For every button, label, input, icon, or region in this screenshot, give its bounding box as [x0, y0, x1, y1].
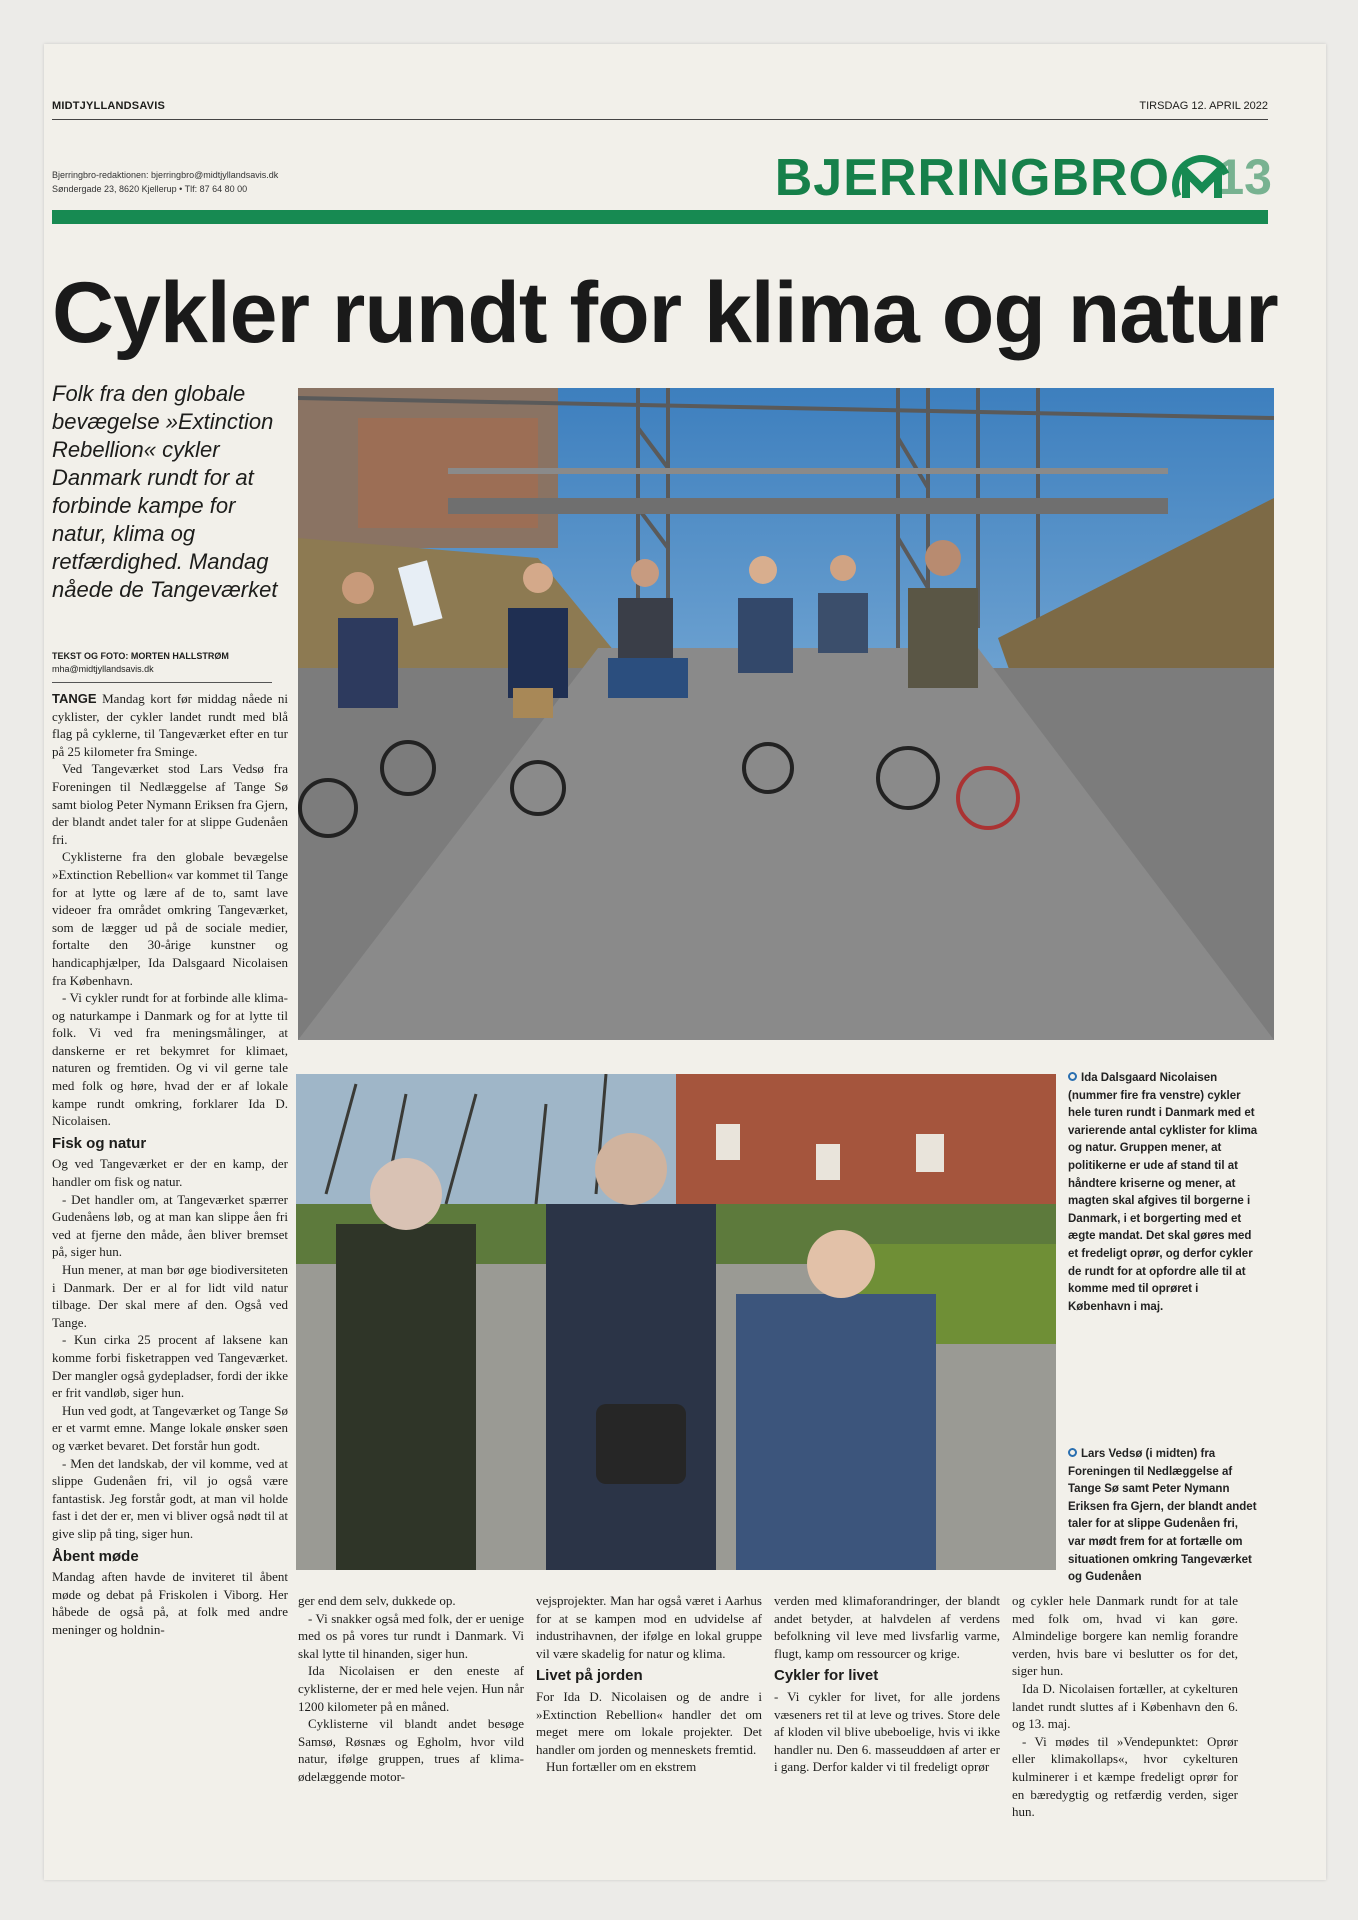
byline-credit: TEKST OG FOTO: MORTEN HALLSTRØM [52, 651, 229, 661]
byline [52, 650, 272, 676]
photo-caption-people [1068, 1446, 1258, 1587]
col2-p2: - Vi snakker også med folk, der er uenige med os på vores tur rundt i Danmark. Vi skal lytte til hinanden, siger hun. [298, 1610, 524, 1661]
masthead-divider [52, 119, 1268, 120]
col1-p11: Mandag aften havde de inviteret til åbent møde og debat på Friskolen i Viborg. Her håbede de også på, at folk med andre meninger og holdnin- [52, 1569, 288, 1637]
photo-caption-group [1068, 1070, 1258, 1316]
newspaper-page [44, 44, 1326, 1880]
article-column-1 [52, 690, 288, 1638]
person-right [736, 1294, 936, 1570]
caption-bullet-icon [1068, 1072, 1077, 1081]
col1-p1: Mandag kort før middag nåede ni cyklister, der cykler landet rundt med blå flag på cyklerne, til Tangeværket efter en tur på 25 kilometer fra Sminge. [52, 691, 288, 759]
subhead-aabent-moede: Åbent møde [52, 1547, 139, 1565]
caption-text-people: Lars Vedsø (i midten) fra Foreningen til Nedlæggelse af Tange Sø samt Peter Nymann Eriksen fra Gjern, der blandt andet taler for at slippe Gudenåen fri, var mødt frem for at fortælle om situationen omkring Tangeværket og Gudenåen [1068, 1448, 1257, 1584]
section-title: BJERRINGBRO [774, 149, 1170, 207]
person-left [336, 1224, 476, 1570]
col3-p3: Hun fortæller om en ekstrem [546, 1759, 697, 1775]
byline-divider [52, 682, 272, 683]
col1-p6: - Det handler om, at Tangeværket spærrer Gudenåens løb, og at man kan slippe åen fri ved at fjerne den måde, åen bliver bremset på, siger hun. [52, 1191, 288, 1260]
col5-p3: - Vi mødes til »Vendepunktet: Oprør eller klimakollaps«, hvor cykelturen kulminerer i et kæmpe fredeligt oprør for en bæredygtig og retfærdig verden, siger hun. [1012, 1733, 1238, 1820]
article-lead: Folk fra den globale bevægelse »Extinction Rebellion« cykler Danmark rundt for at forbinde kampe for natur, klima og retfærdighed. Mandag nåede de Tangeværket [52, 381, 278, 602]
subhead-livet-paa-jorden: Livet på jorden [536, 1667, 643, 1685]
col2-p4: Cyklisterne vil blandt andet besøge Samsø, Røsnæs og Egholm, hvor vild natur, ifølge gruppen, trues af klima-ødelæggende motor- [298, 1716, 524, 1784]
photo-portrait-image [296, 1074, 1056, 1570]
article-column-5 [1012, 1592, 1238, 1821]
paper-name: MIDTJYLLANDSAVIS [52, 100, 166, 112]
photo-portrait [296, 1074, 1056, 1570]
col5-p2: Ida D. Nicolaisen fortæller, at cykelturen landet rundt sluttes af i København den 6. og 13. maj. [1012, 1680, 1238, 1732]
col3-p1: vejsprojekter. Man har også været i Aarhus for at se kampen mod en udvidelse af industrihavnen, der ifølge en lokal gruppe vil være skadelig for natur og klima. [536, 1593, 762, 1661]
col1-p9: Hun ved godt, at Tangeværket og Tange Sø er et varmt emne. Mange lokale ønsker søen og værket bevaret. Det forstår hun godt. [52, 1402, 288, 1453]
article-column-3 [536, 1592, 762, 1776]
page-number: 13 [1216, 149, 1272, 205]
col4-p2: - Vi cykler for livet, for alle jordens væseners ret til at leve og trives. Store dele af kloden vil blive ubeboelige, hvis vi ikke handler nu. Den 6. masseuddøen af arter er i gang. Derfor kalder vi til fredeligt oprør [774, 1688, 1000, 1775]
col1-p10: - Men det landskab, der vil komme, ved at slippe Gudenåen fri, vil jo også være fantastisk. Jeg forstår godt, at man vil holde fast i det der er, men vi bliver også nødt til at give slip på ting, siger hun. [52, 1455, 288, 1541]
col1-p7: Hun mener, at man bør øge biodiversiteten i Danmark. Der er al for lidt vild natur tilbage. Der skal mere af den. Også ved Tange. [52, 1262, 288, 1330]
subhead-fisk-og-natur: Fisk og natur [52, 1134, 147, 1152]
col5-p1: og cykler hele Danmark rundt for at tale med folk om, hvad vi kan gøre. Almindelige borgere kan nemlig forandre verden, hvis bare vi beslutter os for det, siger hun. [1012, 1593, 1238, 1679]
photo-cyclists [298, 388, 1274, 1040]
subhead-cykler-for-livet: Cykler for livet [774, 1667, 879, 1685]
article-column-2 [298, 1592, 524, 1786]
col1-p8: - Kun cirka 25 procent af laksene kan komme forbi fisketrappen ved Tangeværket. Der mangler også gydepladser, fordi der ikke er frit vandløb, siger hun. [52, 1332, 288, 1401]
col4-p1: verden med klimaforandringer, der blandt andet betyder, at halvdelen af verdens befolkning vil leve med livsfarlig varme, flugt, kamp om ressourcer og krige. [774, 1593, 1000, 1661]
col2-p1: ger end dem selv, dukkede op. [298, 1593, 456, 1608]
photo-cyclists-image [298, 388, 1274, 1040]
contact-line-2: Søndergade 23, 8620 Kjellerup • Tlf: 87 64 80 00 [52, 184, 248, 194]
col1-p2: Ved Tangeværket stod Lars Vedsø fra Foreningen til Nedlæggelse af Tange Sø samt biolog Peter Nymann Eriksen fra Gjern, der blandt andet taler for at slippe Gudenåen fri. [52, 761, 288, 847]
article-column-4 [774, 1592, 1000, 1776]
person-middle [546, 1204, 716, 1570]
issue-date: TIRSDAG 12. APRIL 2022 [1139, 100, 1268, 112]
col1-p3: Cyklisterne fra den globale bevægelse »Extinction Rebellion« var kommet til Tange for at lytte og lære af de to, samt lave videoer fra området omkring Tangeværket, som de lægger ud på de sociale medier, fortalte den 30-årige kunstner og handicaphjælper, Ida Dalsgaard Nicolaisen fra København. [52, 849, 288, 988]
col1-p5: Og ved Tangeværket er der en kamp, der handler om fisk og natur. [52, 1156, 288, 1190]
caption-text-group: Ida Dalsgaard Nicolaisen (nummer fire fra venstre) cykler hele turen rundt i Danmark med et varierende antal cyklister for klima og natur. Gruppen mener, at politikerne er ude af stand til at håndtere kriserne og mener, at magten skal afgives til borgerne i Danmark, i et borgerting med et ægte mandat. Det skal gøres med et fredeligt oprør, og derfor cykler de rundt for at opfordre alle til at komme med til oprøret i København i maj. [1068, 1072, 1258, 1313]
contact-line-1: Bjerringbro-redaktionen: bjerringbro@midtjyllandsavis.dk [52, 170, 279, 180]
article-headline: Cykler rundt for klima og natur [52, 265, 1278, 361]
caption-bullet-icon [1068, 1448, 1077, 1457]
dateline: TANGE [52, 691, 97, 706]
col2-p3: Ida Nicolaisen er den eneste af cyklisterne, der er med hele vejen. Hun når 1200 kilometer på en måned. [298, 1663, 524, 1714]
col1-p4: - Vi cykler rundt for at forbinde alle klima- og naturkampe i Danmark og for at lytte til folk. Vi ved fra meningsmålinger, at danskerne er ret bekymret for klimaet, naturen og fremtiden. Og vi vil gerne tale med folk og høre, hvad der er af lokale kampe rundt omkring, forklarer Ida D. Nicolaisen. [52, 990, 288, 1129]
byline-email: mha@midtjyllandsavis.dk [52, 664, 154, 674]
contact-block [52, 168, 278, 196]
col3-p2: For Ida D. Nicolaisen og de andre i »Extinction Rebellion« handler det om meget mere om lokale projekter. Det handler om jorden og menneskets fremtid. [536, 1688, 762, 1757]
section-color-bar [52, 210, 1268, 224]
